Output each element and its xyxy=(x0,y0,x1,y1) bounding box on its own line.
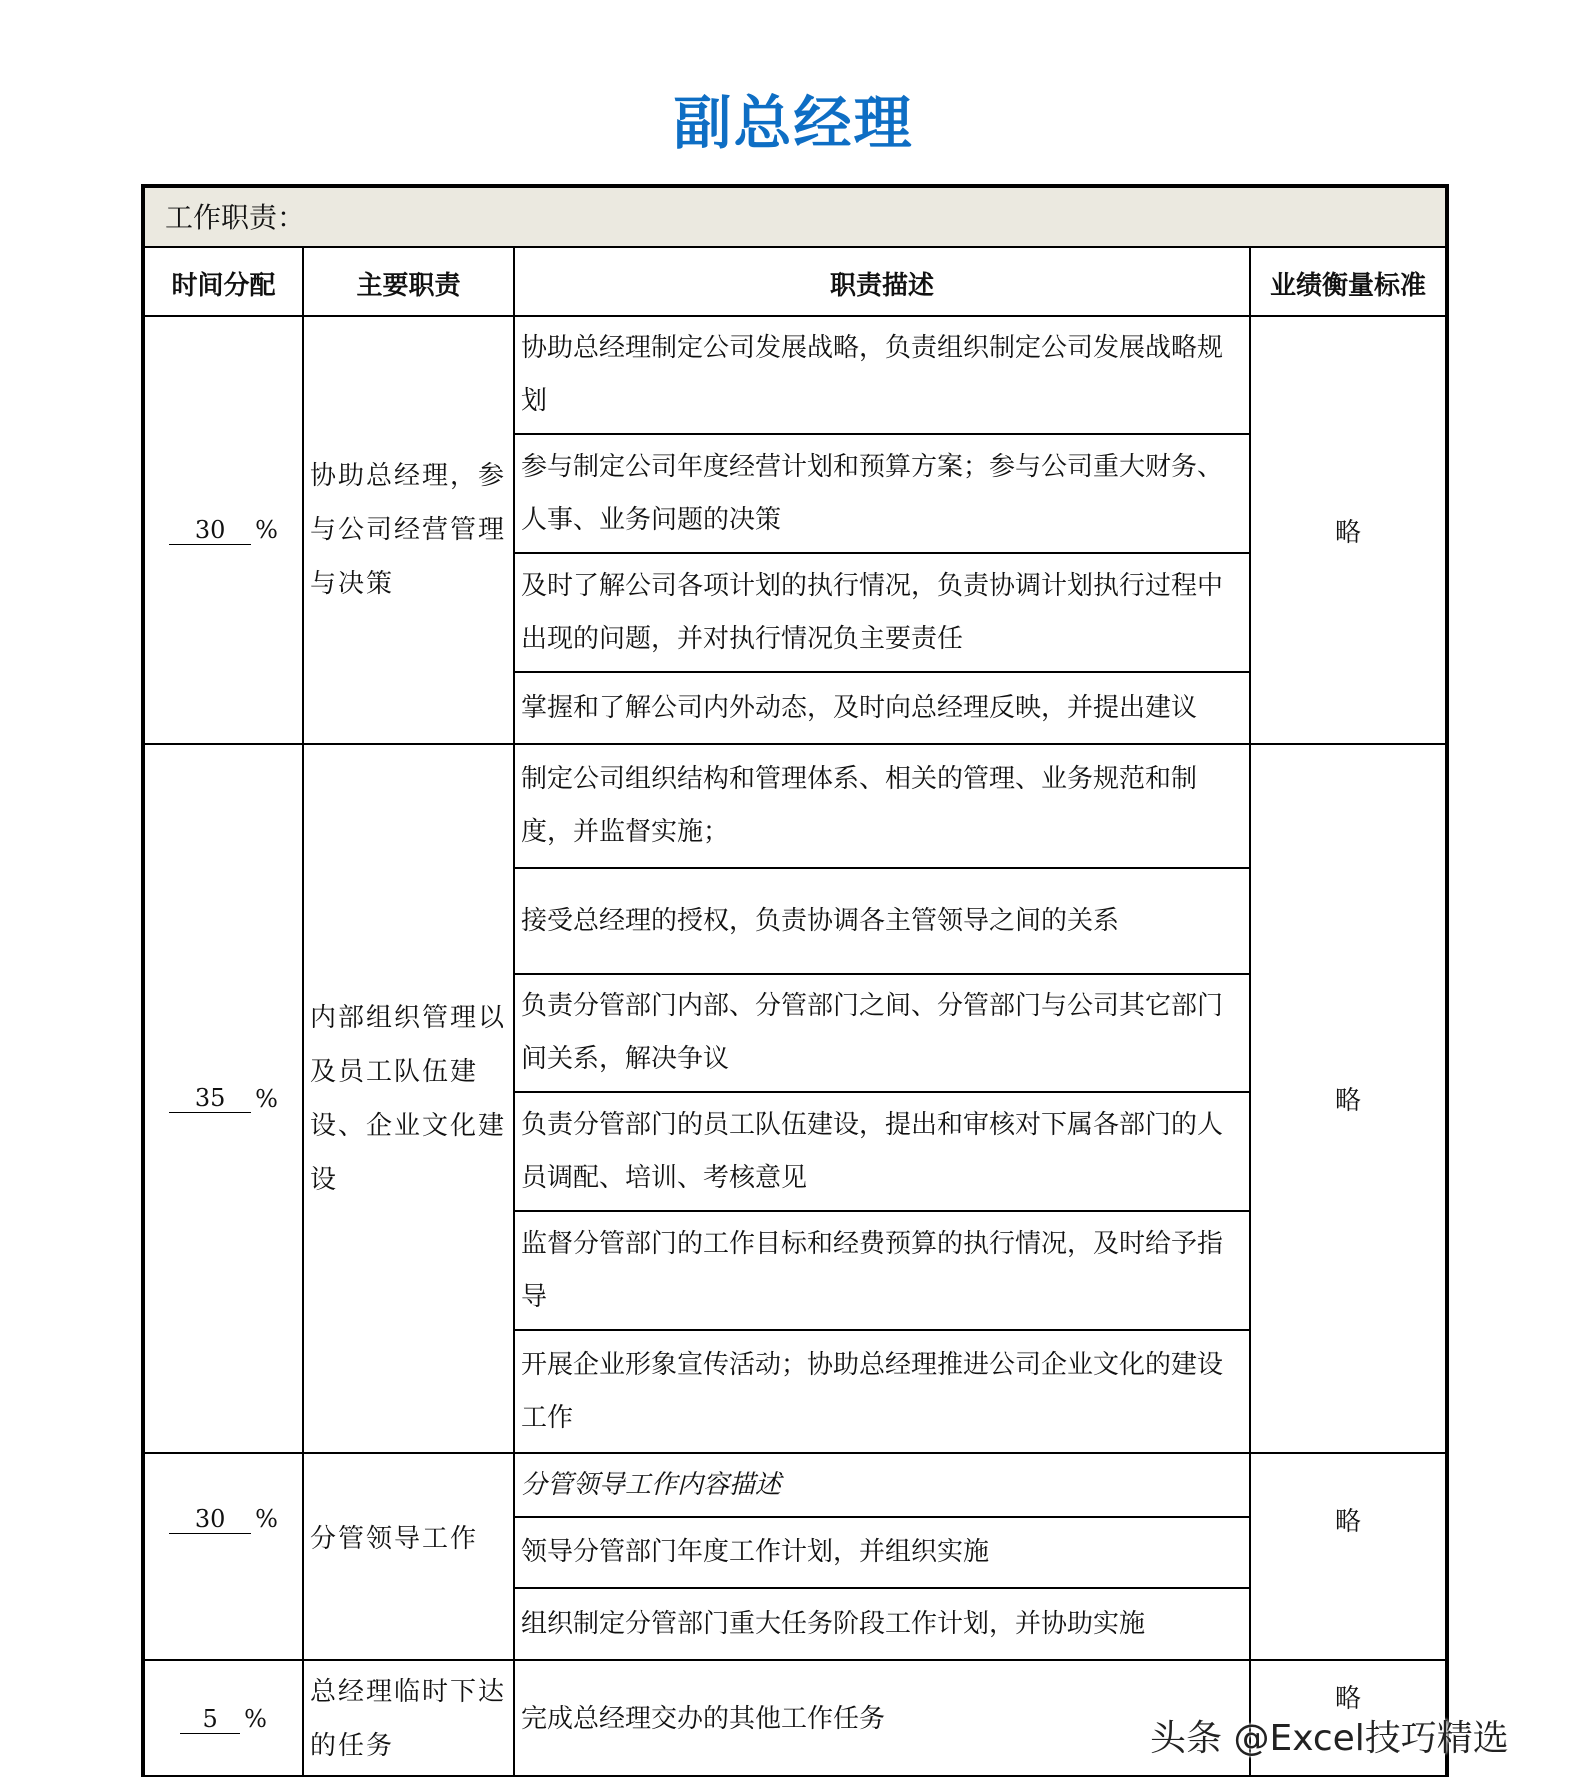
section-label: 工作职责： xyxy=(165,201,306,234)
section-header-band xyxy=(145,188,1445,248)
duty-description: 参与制定公司年度经营计划和预算方案；参与公司重大财务、人事、业务问题的决策 xyxy=(521,451,1224,535)
header-time: 时间分配 xyxy=(171,270,276,301)
duty-description: 开展企业形象宣传活动；协助总经理推进公司企业文化的建设工作 xyxy=(521,1349,1224,1433)
time-allocation xyxy=(145,1454,302,1584)
duty-description: 及时了解公司各项计划的执行情况，负责协调计划执行过程中出现的问题，并对执行情况负主要责任 xyxy=(521,570,1224,654)
duty-description: 领导分管部门年度工作计划，并组织实施 xyxy=(521,1537,990,1567)
watermark: 头条 @Excel技巧精选 xyxy=(1150,1718,1509,1759)
percent-value: 30 xyxy=(169,1505,251,1534)
main-duty: 分管领导工作 xyxy=(310,1524,479,1554)
performance-standard: 略 xyxy=(1334,1506,1361,1537)
time-allocation xyxy=(145,745,302,1452)
performance-standard: 略 xyxy=(1334,1683,1361,1714)
duty-description: 完成总经理交办的其他工作任务 xyxy=(521,1703,886,1734)
percent-sign: % xyxy=(255,516,278,544)
percent-value: 5 xyxy=(180,1705,240,1734)
duty-description: 组织制定分管部门重大任务阶段工作计划，并协助实施 xyxy=(521,1608,1146,1639)
page-title: 副总经理 xyxy=(673,89,914,157)
main-duty: 协助总经理，参与公司经营管理与决策 xyxy=(310,461,507,599)
main-duty: 内部组织管理以及员工队伍建设、企业文化建设 xyxy=(310,1002,507,1195)
duty-description: 监督分管部门的工作目标和经费预算的执行情况，及时给予指导 xyxy=(521,1228,1224,1312)
performance-standard: 略 xyxy=(1334,517,1361,548)
time-allocation xyxy=(145,1661,302,1777)
duty-description: 负责分管部门内部、分管部门之间、分管部门与公司其它部门间关系，解决争议 xyxy=(521,991,1224,1074)
percent-value: 30 xyxy=(169,516,251,545)
header-standard: 业绩衡量标准 xyxy=(1269,270,1426,301)
duty-description-heading: 分管领导工作内容描述 xyxy=(521,1469,782,1500)
duty-description: 制定公司组织结构和管理体系、相关的管理、业务规范和制度，并监督实施； xyxy=(521,764,1198,847)
duty-description: 协助总经理制定公司发展战略，负责组织制定公司发展战略规划 xyxy=(521,333,1224,416)
performance-standard: 略 xyxy=(1334,1086,1361,1116)
percent-value: 35 xyxy=(169,1084,251,1113)
percent-sign: % xyxy=(244,1705,267,1733)
duty-description: 掌握和了解公司内外动态，及时向总经理反映，并提出建议 xyxy=(521,692,1198,723)
header-description: 职责描述 xyxy=(829,270,934,301)
duty-description: 接受总经理的授权，负责协调各主管领导之间的关系 xyxy=(521,905,1120,936)
header-duty: 主要职责 xyxy=(356,270,461,301)
percent-sign: % xyxy=(255,1505,278,1533)
main-duty: 总经理临时下达的任务 xyxy=(310,1677,507,1761)
time-allocation xyxy=(145,317,302,743)
percent-sign: % xyxy=(255,1084,278,1113)
duty-description: 负责分管部门的员工队伍建设，提出和审核对下属各部门的人员调配、培训、考核意见 xyxy=(521,1109,1224,1193)
